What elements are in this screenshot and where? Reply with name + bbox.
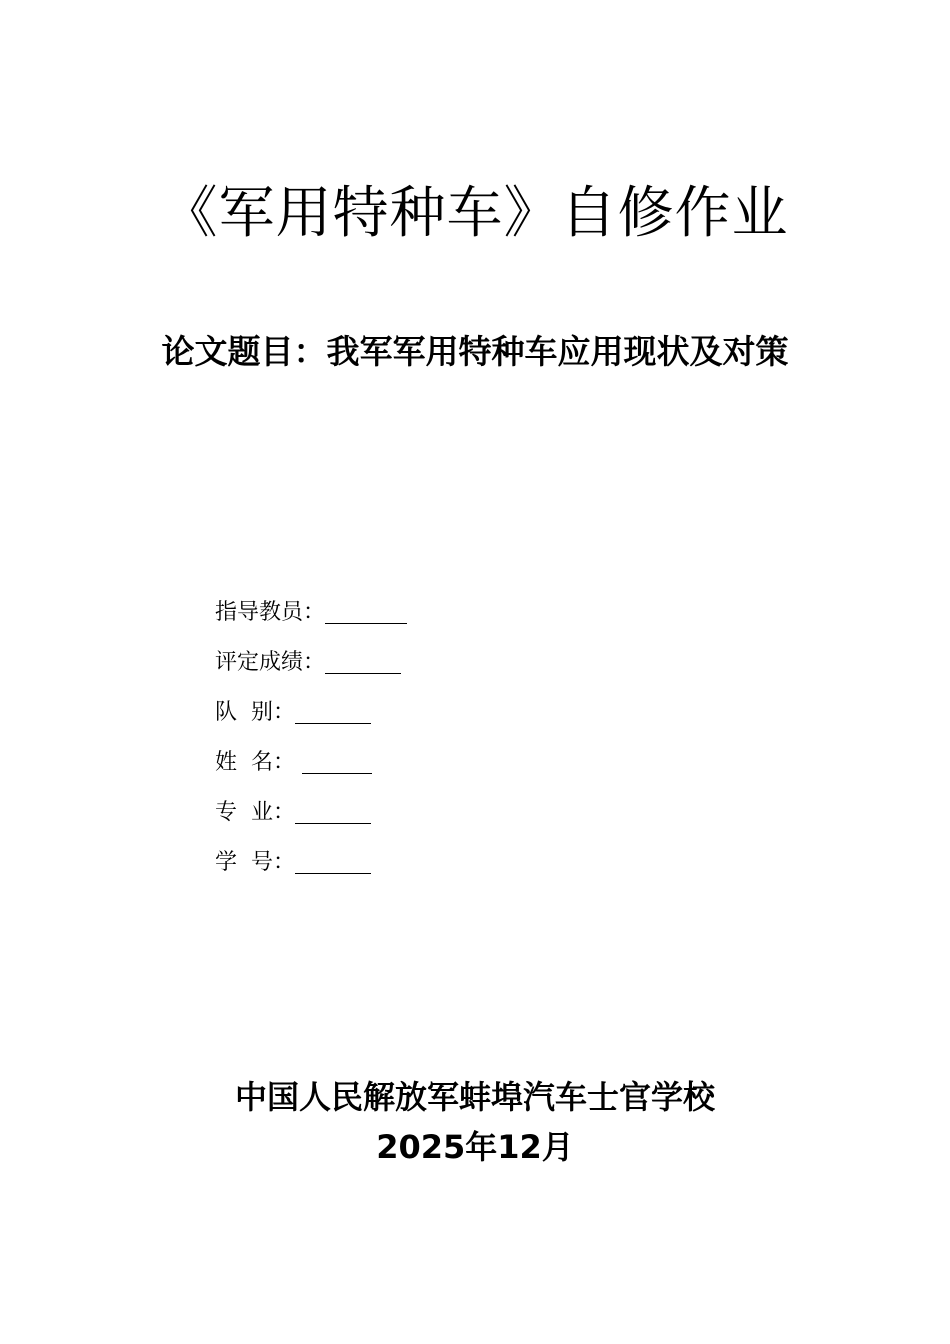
info-field-blank: [325, 651, 401, 674]
info-field-label: 评定成绩：: [215, 650, 326, 675]
info-field-blank: [302, 751, 372, 774]
info-field-blank: [325, 601, 407, 624]
info-field-list: [215, 580, 615, 880]
info-field-blank: [295, 701, 371, 724]
info-field-label: 学 号：: [215, 850, 295, 875]
school-name: 中国人民解放军蚌埠汽车士官学校: [234, 1078, 715, 1116]
info-field-team: [215, 680, 615, 730]
info-field-label: 队 别：: [215, 700, 295, 725]
document-date: 2025年12月: [376, 1128, 574, 1166]
info-field-instructor: [215, 580, 615, 630]
main-title: 《军用特种车》自修作业: [161, 181, 789, 246]
info-field-label: 姓 名：: [215, 750, 302, 775]
info-field-blank: [295, 801, 371, 824]
info-field-major: [215, 780, 615, 830]
thesis-title: 论文题目：我军军用特种车应用现状及对策: [161, 332, 789, 371]
footer: [0, 1072, 950, 1172]
info-field-name: [215, 730, 615, 780]
info-field-blank: [295, 851, 371, 874]
info-field-student-id: [215, 830, 615, 880]
info-field-label: 专 业：: [215, 800, 295, 825]
info-field-grade: [215, 630, 615, 680]
info-field-label: 指导教员：: [215, 600, 326, 625]
